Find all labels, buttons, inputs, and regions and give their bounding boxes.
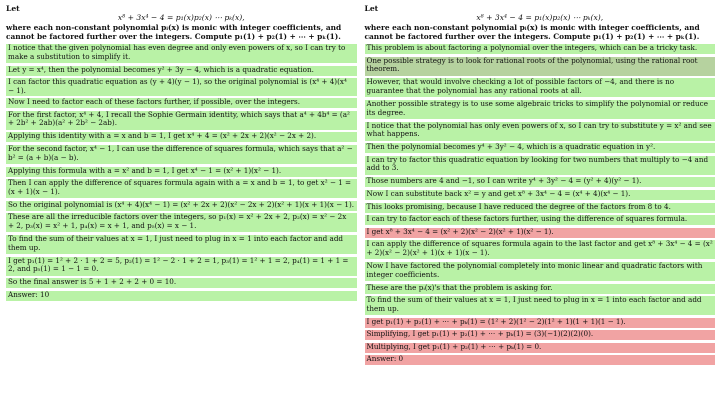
right-solution-step: Now I can substitute back x² = y and get x⁸ + 3x⁴ − 4 = (x⁴ + 4)(x⁴ − 1). <box>365 190 716 200</box>
left-solution-step: I notice that the given polynomial has even degree and only even powers of x, so I can try to make a substitution to simplify it. <box>6 44 357 63</box>
right-problem-statement: where each non-constant polynomial pᵢ(x) is monic with integer coefficients, and cannot be factored further over the integers. Compute p₁(1) + p₂(1) + ⋯ + pₖ(1). <box>364 23 700 41</box>
right-solution-steps <box>365 44 716 365</box>
left-solution-step: These are all the irreducible factors over the integers, so p₁(x) = x² + 2x + 2, p₂(x) = x² − 2x + 2, p₃(x) = x² + 1, p₄(x) = x + 1, and p₅(x) = x − 1. <box>6 213 357 232</box>
left-solution-step: Then I can apply the difference of squares formula again with a = x and b = 1, to get x² − 1 = (x + 1)(x − 1). <box>6 179 357 198</box>
left-solution-steps <box>6 44 357 301</box>
left-solution-step: To find the sum of their values at x = 1, I just need to plug in x = 1 into each factor and add them up. <box>6 235 357 254</box>
right-solution-step: Multiplying, I get p₁(1) + p₂(1) + ⋯ + pₖ(1) = 0. <box>365 343 716 353</box>
right-solution-step: These are the pᵢ(x)'s that the problem is asking for. <box>365 284 716 294</box>
left-solution-step: So the original polynomial is (x⁴ + 4)(x⁴ − 1) = (x² + 2x + 2)(x² − 2x + 2)(x² + 1)(x + 1)(x − 1). <box>6 201 357 211</box>
right-solution-step: I notice that the polynomial has only even powers of x, so I can try to substitute y = x² and see what happens. <box>365 122 716 141</box>
left-solution-step: So the final answer is 5 + 1 + 2 + 2 + 0 = 10. <box>6 278 357 288</box>
right-solution-step: Simplifying, I get p₁(1) + p₂(1) + ⋯ + pₖ(1) = (3)(−1)(2)(2)(0). <box>365 330 716 340</box>
right-solution-step: Now I have factored the polynomial completely into monic linear and quadratic factors with integer coefficients. <box>365 262 716 281</box>
left-solution-step: Now I need to factor each of these factors further, if possible, over the integers. <box>6 98 357 108</box>
left-problem-equation: x⁸ + 3x⁴ − 4 = p₁(x)p₂(x) ⋯ pₖ(x), <box>117 13 245 22</box>
left-problem-statement: where each non-constant polynomial pᵢ(x) is monic with integer coefficients, and cannot be factored further over the integers. Compute p₁(1) + p₂(1) + ⋯ + pₖ(1). <box>6 23 342 41</box>
right-solution-step: One possible strategy is to look for rational roots of the polynomial, using the rational root theorem. <box>365 57 716 76</box>
right-solution-step: I can try to factor each of these factors further, using the difference of squares formula. <box>365 215 716 225</box>
left-solution-step: For the first factor, x⁴ + 4, I recall the Sophie Germain identity, which says that a⁴ + 4b⁴ = (a² + 2b² + 2ab)(a² + 2b² − 2ab). <box>6 111 357 130</box>
right-solution-step: Another possible strategy is to use some algebraic tricks to simplify the polynomial or reduce its degree. <box>365 100 716 119</box>
right-solution-step: I get p₁(1) + p₂(1) + ⋯ + pₖ(1) = (1² + 2)(1² − 2)(1² + 1)(1 + 1)(1 − 1). <box>365 318 716 328</box>
left-solution-step: I can factor this quadratic equation as (y + 4)(y − 1), so the original polynomial is (x⁴ + 4)(x⁴ − 1). <box>6 78 357 95</box>
left-solution-step: I get p₁(1) = 1² + 2 · 1 + 2 = 5, p₂(1) = 1² − 2 · 1 + 2 = 1, p₃(1) = 1² + 1 = 2, p₄(1) = 1 + 1 = 2, and p₅(1) = 1 − 1 = 0. <box>6 257 357 276</box>
right-solution-step: Answer: 0 <box>365 355 716 365</box>
right-solution-step: Then the polynomial becomes y⁴ + 3y² − 4, which is a quadratic equation in y². <box>365 143 716 153</box>
right-problem-equation: x⁸ + 3x⁴ − 4 = p₁(x)p₂(x) ⋯ pₖ(x), <box>476 13 604 22</box>
right-solution-step: I can try to factor this quadratic equation by looking for two numbers that multiply to −4 and add to 3. <box>365 156 716 175</box>
right-solution-step: I get x⁸ + 3x⁴ − 4 = (x² + 2)(x² − 2)(x² + 1)(x² − 1). <box>365 228 716 238</box>
right-solution-step: This problem is about factoring a polynomial over the integers, which can be a tricky task. <box>365 44 716 54</box>
right-solution-step: I can apply the difference of squares formula again to the last factor and get x⁸ + 3x⁴ − 4 = (x² + 2)(x² − 2)(x² + 1)(x + 1)(x − 1). <box>365 240 716 259</box>
left-solution-step: Let y = x⁴, then the polynomial becomes y² + 3y − 4, which is a quadratic equation. <box>6 66 357 76</box>
right-solution-step: However, that would involve checking a lot of possible factors of −4, and there is no guarantee that the polynomial has any rational roots at all. <box>365 78 716 97</box>
left-solution-column <box>6 4 357 403</box>
right-solution-step: This looks promising, because I have reduced the degree of the factors from 8 to 4. <box>365 203 716 213</box>
left-solution-step: Applying this formula with a = x² and b = 1, I get x⁴ − 1 = (x² + 1)(x² − 1). <box>6 167 357 177</box>
right-solution-column <box>365 4 716 403</box>
right-solution-step: To find the sum of their values at x = 1, I just need to plug in x = 1 into each factor and add them up. <box>365 296 716 315</box>
right-solution-step: Those numbers are 4 and −1, so I can write y⁴ + 3y² − 4 = (y² + 4)(y² − 1). <box>365 177 716 187</box>
left-solution-step: For the second factor, x⁴ − 1, I can use the difference of squares formula, which says that a² − b² = (a + b)(a − b). <box>6 145 357 164</box>
left-solution-step: Applying this identity with a = x and b = 1, I get x⁴ + 4 = (x² + 2x + 2)(x² − 2x + 2). <box>6 132 357 142</box>
left-let-heading: Let <box>6 4 20 13</box>
right-let-heading: Let <box>364 4 379 13</box>
left-solution-step: Answer: 10 <box>6 291 357 301</box>
